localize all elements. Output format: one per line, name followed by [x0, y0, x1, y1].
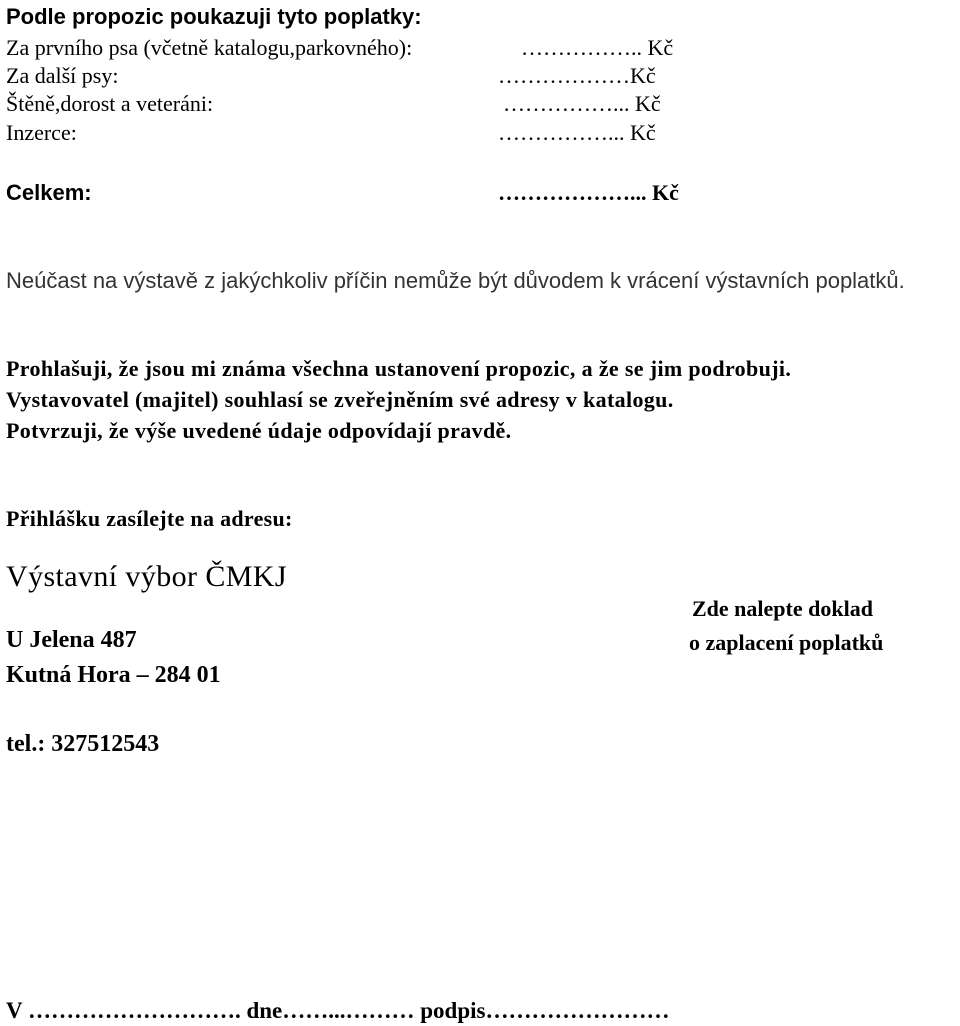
fee-amount-advertising: ……………... Kč: [498, 120, 656, 145]
address-street: U Jelena 487: [6, 627, 137, 653]
signature-line: [6, 997, 669, 1025]
refund-notice: Neúčast na výstavě z jakýchkoliv příčin nemůže být důvodem k vrácení výstavních poplatků.: [6, 268, 905, 293]
fee-label-advertising: Inzerce:: [6, 120, 77, 145]
signature-field[interactable]: ……………………: [485, 998, 670, 1023]
total-label: Celkem:: [6, 180, 92, 205]
fee-amount-first-dog: …………….. Kč: [521, 35, 674, 60]
signature-label: podpis: [420, 998, 486, 1023]
fee-label-first-dog: Za prvního psa (včetně katalogu,parkovného):: [6, 35, 413, 60]
address-committee: Výstavní výbor ČMKJ: [6, 560, 287, 593]
receipt-line-2: o zaplacení poplatků: [689, 630, 884, 655]
place-field[interactable]: ……………………….: [27, 998, 241, 1023]
place-prefix: V: [6, 998, 23, 1023]
fee-amount-other-dogs: ………………Kč: [498, 63, 656, 88]
address-city: Kutná Hora – 284 01: [6, 662, 221, 688]
declaration-line-2: Vystavovatel (majitel) souhlasí se zveřejněním své adresy v katalogu.: [6, 387, 674, 412]
address-phone: tel.: 327512543: [6, 731, 160, 757]
date-field[interactable]: ……...………: [282, 998, 415, 1023]
receipt-line-1: Zde nalepte doklad: [692, 596, 873, 621]
fee-amount-puppy-junior-veteran: ……………... Kč: [503, 91, 661, 116]
address-intro: Přihlášku zasílejte na adresu:: [6, 506, 293, 531]
fee-label-puppy-junior-veteran: Štěně,dorost a veteráni:: [6, 91, 214, 116]
fees-heading: Podle propozic poukazuji tyto poplatky:: [6, 4, 422, 29]
fee-label-other-dogs: Za další psy:: [6, 63, 119, 88]
date-label: dne: [246, 998, 283, 1023]
declaration-line-3: Potvrzuji, že výše uvedené údaje odpovídají pravdě.: [6, 418, 512, 443]
total-amount: ………………... Kč: [498, 180, 679, 205]
declaration-line-1: Prohlašuji, že jsou mi známa všechna ustanovení propozic, a že se jim podrobuji.: [6, 356, 792, 381]
